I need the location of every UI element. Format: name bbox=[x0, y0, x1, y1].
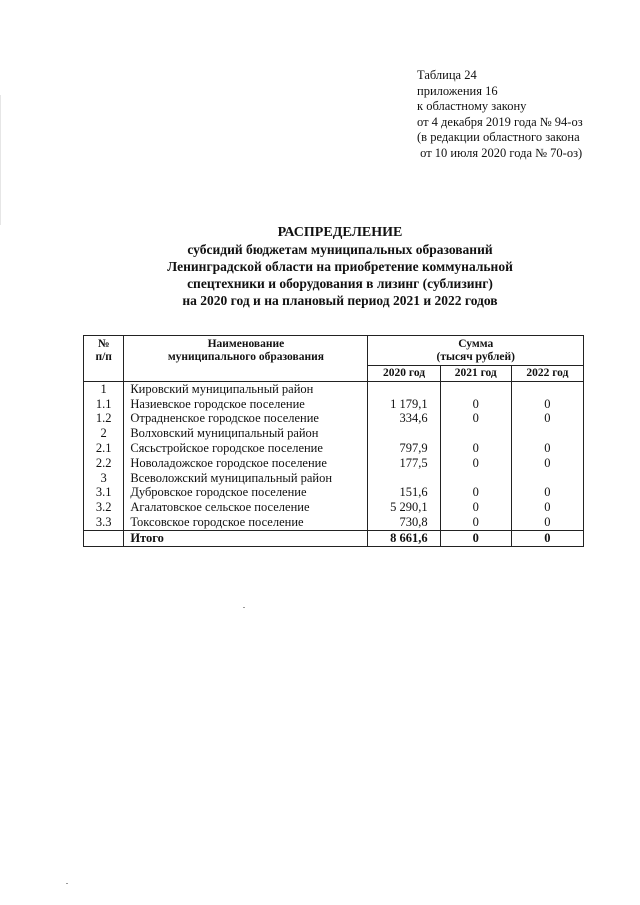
annex-line: Таблица 24 bbox=[417, 68, 477, 82]
row-value-2021: 0 bbox=[440, 456, 511, 471]
row-value-2020: 797,9 bbox=[368, 441, 440, 456]
table-row bbox=[84, 411, 584, 426]
row-value-2020 bbox=[368, 426, 440, 441]
header-number-line1: № bbox=[97, 338, 110, 350]
annex-line: от 4 декабря 2019 года № 94-оз bbox=[417, 114, 583, 129]
row-value-2022: 0 bbox=[511, 411, 583, 426]
row-number: 1 bbox=[84, 381, 124, 396]
annex-line: к областному закону bbox=[417, 99, 527, 114]
table-row bbox=[84, 500, 584, 515]
total-label: Итого bbox=[124, 530, 368, 546]
row-name: Сясьстройское городское поселение bbox=[124, 441, 368, 456]
row-number: 3.1 bbox=[84, 485, 124, 500]
header-year-2022: 2022 год bbox=[511, 366, 583, 382]
title-line: спецтехники и оборудования в лизинг (сублизинг) bbox=[187, 276, 493, 291]
document-title bbox=[90, 224, 590, 309]
total-row bbox=[84, 530, 584, 546]
header-number-line2: п/п bbox=[95, 351, 112, 363]
header-number bbox=[84, 336, 124, 382]
row-value-2021: 0 bbox=[440, 397, 511, 412]
table-total bbox=[84, 530, 584, 546]
row-value-2020 bbox=[368, 471, 440, 486]
row-number: 2.1 bbox=[84, 441, 124, 456]
row-name: Дубровское городское поселение bbox=[124, 485, 368, 500]
row-name: Новоладожское городское поселение bbox=[124, 456, 368, 471]
row-value-2022: 0 bbox=[511, 485, 583, 500]
row-name: Назиевское городское поселение bbox=[124, 397, 368, 412]
row-name: Кировский муниципальный район bbox=[124, 381, 368, 396]
row-value-2020: 334,6 bbox=[368, 411, 440, 426]
scan-speck bbox=[243, 607, 245, 608]
row-number: 3.2 bbox=[84, 500, 124, 515]
row-value-2022: 0 bbox=[511, 456, 583, 471]
row-value-2020: 1 179,1 bbox=[368, 397, 440, 412]
row-value-2022: 0 bbox=[511, 500, 583, 515]
row-value-2022: 0 bbox=[511, 515, 583, 530]
row-value-2020 bbox=[368, 381, 440, 396]
total-value-2020: 8 661,6 bbox=[368, 530, 440, 546]
distribution-table bbox=[83, 335, 584, 547]
row-value-2022: 0 bbox=[511, 397, 583, 412]
row-number: 1.2 bbox=[84, 411, 124, 426]
scan-speck bbox=[66, 883, 68, 884]
row-value-2022 bbox=[511, 426, 583, 441]
row-value-2021: 0 bbox=[440, 500, 511, 515]
row-value-2021: 0 bbox=[440, 485, 511, 500]
row-number: 2.2 bbox=[84, 456, 124, 471]
title-line: Ленинградской области на приобретение коммунальной bbox=[167, 259, 513, 274]
row-value-2021 bbox=[440, 426, 511, 441]
row-value-2020: 5 290,1 bbox=[368, 500, 440, 515]
row-number: 3.3 bbox=[84, 515, 124, 530]
header-name-line1: Наименование bbox=[207, 338, 285, 350]
table-header bbox=[84, 336, 584, 382]
annex-reference bbox=[417, 68, 583, 162]
table-row bbox=[84, 471, 584, 486]
row-name: Отрадненское городское поселение bbox=[124, 411, 368, 426]
row-value-2021 bbox=[440, 471, 511, 486]
total-value-2021: 0 bbox=[440, 530, 511, 546]
row-value-2022 bbox=[511, 381, 583, 396]
table-row bbox=[84, 515, 584, 530]
table-row bbox=[84, 381, 584, 396]
row-name: Всеволожский муниципальный район bbox=[124, 471, 368, 486]
table-row bbox=[84, 485, 584, 500]
header-name bbox=[124, 336, 368, 382]
row-value-2021 bbox=[440, 381, 511, 396]
row-value-2021: 0 bbox=[440, 515, 511, 530]
row-number: 1.1 bbox=[84, 397, 124, 412]
row-value-2022 bbox=[511, 471, 583, 486]
header-sum-line1: Сумма bbox=[458, 338, 494, 350]
row-name: Волховский муниципальный район bbox=[124, 426, 368, 441]
table-row bbox=[84, 426, 584, 441]
table-row bbox=[84, 441, 584, 456]
header-name-line2: муниципального образования bbox=[167, 351, 324, 363]
table-row bbox=[84, 397, 584, 412]
total-number bbox=[84, 530, 124, 546]
row-value-2020: 151,6 bbox=[368, 485, 440, 500]
title-line: субсидий бюджетам муниципальных образований bbox=[187, 242, 493, 257]
total-value-2022: 0 bbox=[511, 530, 583, 546]
header-sum-line2: (тысяч рублей) bbox=[436, 351, 515, 363]
annex-line: от 10 июля 2020 года № 70-оз) bbox=[417, 145, 583, 160]
annex-line: (в редакции областного закона bbox=[417, 130, 580, 145]
scan-edge-shadow bbox=[0, 95, 1, 225]
row-name: Агалатовское сельское поселение bbox=[124, 500, 368, 515]
table-body bbox=[84, 381, 584, 530]
row-number: 2 bbox=[84, 426, 124, 441]
table-row bbox=[84, 456, 584, 471]
row-name: Токсовское городское поселение bbox=[124, 515, 368, 530]
row-value-2020: 177,5 bbox=[368, 456, 440, 471]
row-value-2021: 0 bbox=[440, 411, 511, 426]
title-line: на 2020 год и на плановый период 2021 и 2022 годов bbox=[182, 293, 498, 308]
row-value-2021: 0 bbox=[440, 441, 511, 456]
title-main: РАСПРЕДЕЛЕНИЕ bbox=[277, 225, 403, 240]
header-year-2021: 2021 год bbox=[440, 366, 511, 382]
header-year-2020: 2020 год bbox=[368, 366, 440, 382]
row-number: 3 bbox=[84, 471, 124, 486]
header-sum bbox=[368, 336, 584, 366]
annex-line: приложения 16 bbox=[417, 83, 498, 98]
row-value-2020: 730,8 bbox=[368, 515, 440, 530]
row-value-2022: 0 bbox=[511, 441, 583, 456]
